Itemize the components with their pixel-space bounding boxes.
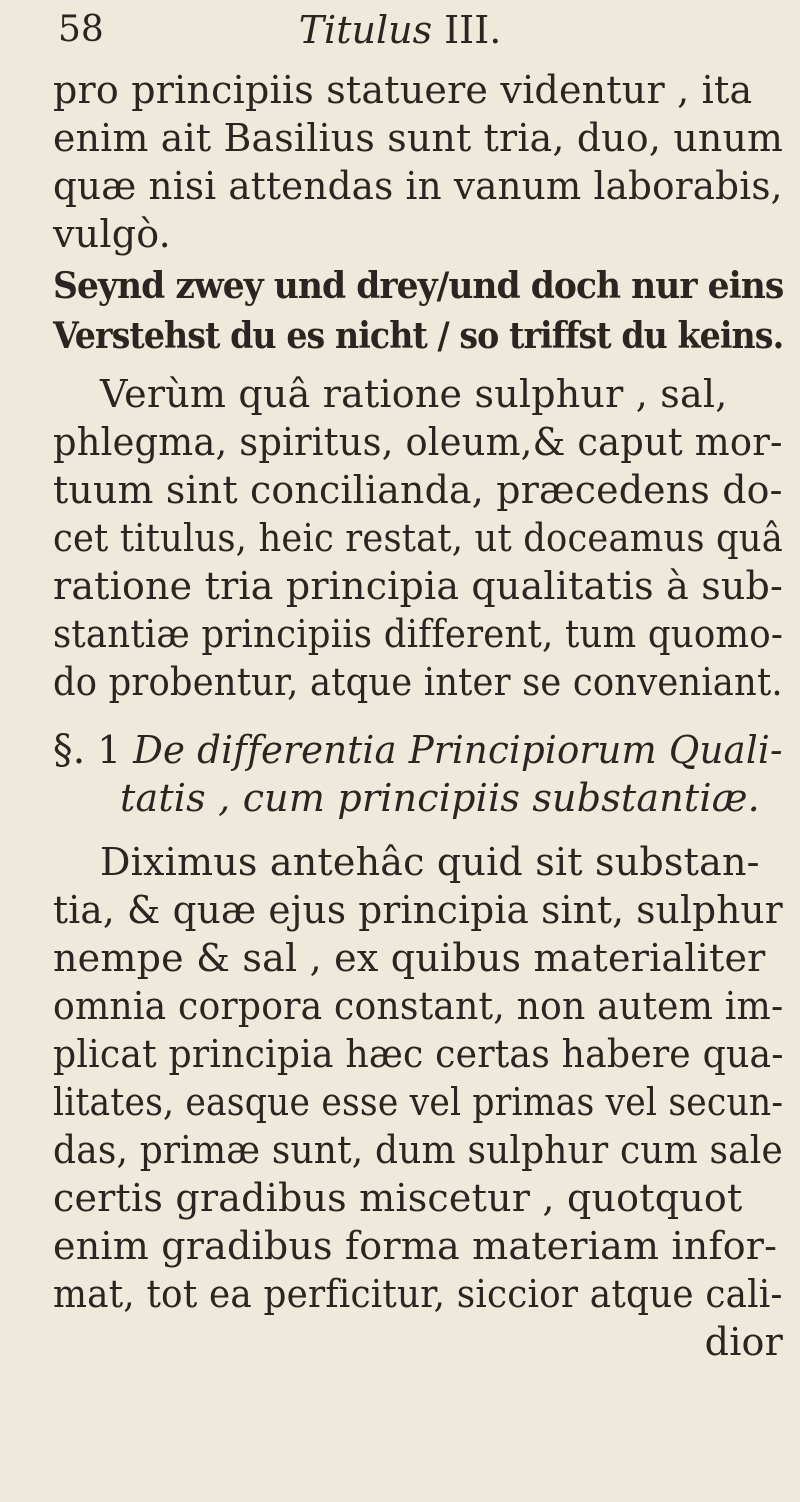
german-verse-line: Seynd zwey und drey/und doch nur eins (53, 265, 784, 307)
text-line: tia, & quæ ejus principia sint, sulphur (53, 888, 783, 932)
text-line: vulgò. (53, 212, 171, 256)
section-symbol: §. (53, 727, 86, 773)
text-line: enim gradibus forma materiam infor- (53, 1224, 778, 1268)
text-line: litates, easque esse vel primas vel secun- (53, 1080, 784, 1124)
section-title-line2: tatis , cum principiis substantiæ. (120, 776, 760, 820)
text-line: tuum sint concilianda, præcedens do- (53, 468, 783, 512)
running-title (0, 10, 800, 50)
running-title-numeral: III. (444, 8, 502, 52)
text-line: do probentur, atque inter se conveniant. (53, 660, 783, 704)
section-heading (53, 726, 783, 774)
text-line: das, primæ sunt, dum sulphur cum sale (53, 1128, 783, 1172)
catchword: dior (704, 1320, 783, 1364)
text-line: cet titulus, heic restat, ut doceamus quâ (53, 516, 783, 560)
running-title-italic: Titulus (298, 8, 433, 52)
text-line: pro principiis statuere videntur , ita (53, 68, 753, 112)
text-line: ratione tria principia qualitatis à sub- (53, 564, 784, 608)
text-line: nempe & sal , ex quibus materialiter (53, 936, 766, 980)
section-number: 1 (97, 728, 122, 772)
text-line: plicat principia hæc certas habere qua- (53, 1032, 784, 1076)
text-line: Diximus antehâc quid sit substan- (100, 840, 760, 884)
text-line: quæ nisi attendas in vanum laborabis, (53, 164, 783, 208)
text-line: stantiæ principiis different, tum quomo- (53, 612, 784, 656)
text-line: phlegma, spiritus, oleum,& caput mor- (53, 420, 783, 464)
page-number: 58 (58, 9, 104, 50)
german-verse-line: Verstehst du es nicht / so triffst du keins. (53, 315, 784, 357)
text-line: enim ait Basilius sunt tria, duo, unum (53, 116, 784, 160)
text-line: Verùm quâ ratione sulphur , sal, (100, 372, 728, 416)
text-line: mat, tot ea perficitur, siccior atque cali- (53, 1272, 783, 1316)
section-title-line1: De differentia Principiorum Quali- (133, 728, 783, 772)
text-line: certis gradibus miscetur , quotquot (53, 1176, 743, 1220)
text-line: omnia corpora constant, non autem im- (53, 984, 784, 1028)
